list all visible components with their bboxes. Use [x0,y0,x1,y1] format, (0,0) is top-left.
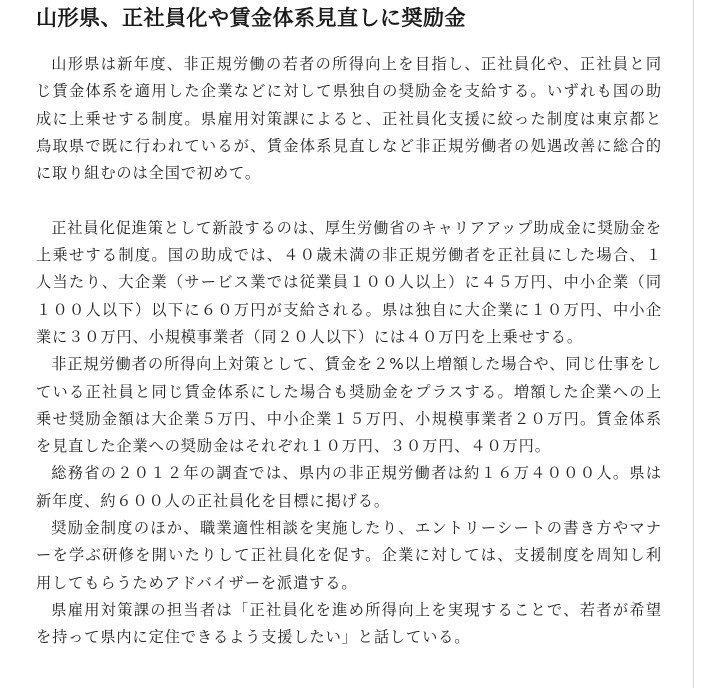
article-headline: 山形県、正社員化や賃金体系見直しに奨励金 [36,6,466,30]
article-paragraph: 正社員化促進策として新設するのは、厚生労働省のキャリアアップ助成金に奨励金を上乗せする制度。国の助成では、４０歳未満の非正規労働者を正社員にした場合、１人当たり、大企業（サービス業では従業員１００人以上）に４５万円、中小企業（同１００人以下）以下に６０万円が支給される。県は独自に大企業に１０万円、中小企業に３０万円、小規模事業者（同２０人以下）には４０万円を上乗せする。 [36,218,662,346]
article-paragraph: 非正規労働者の所得向上対策として、賃金を２%以上増額した場合や、同じ仕事をしている正社員と同じ賃金体系にした場合も奨励金をプラスする。増額した企業への上乗せ奨励金額は大企業５万円、中小企業１５万円、小規模事業者２０万円。賃金体系を見直した企業への奨励金はそれぞれ１０万円、３０万円、４０万円。 [36,355,662,456]
article-paragraph: 県雇用対策課の担当者は「正社員化を進め所得向上を実現することで、若者が希望を持って県内に定住できるよう支援したい」と話している。 [36,600,662,647]
article-paragraph: 総務省の２０１２年の調査では、県内の非正規労働者は約１６万４０００人。県は新年度、約６００人の正社員化を目標に掲げる。 [36,464,662,510]
article-paragraph: 奨励金制度のほか、職業適性相談を実施したり、エントリーシートの書き方やマナーを学ぶ研修を開いたりして正社員化を促す。企業に対しては、支援制度を周知し利用してもらうためアドバイザーを派遣する。 [36,519,662,592]
article-paragraph: 山形県は新年度、非正規労働の若者の所得向上を目指し、正社員化や、正社員と同じ賃金体系を適用した企業などに対して県独自の奨励金を支給する。いずれも国の助成に上乗せする制度。県雇用対策課によると、正社員化支援に絞った制度は東京都と鳥取県で既に行われているが、賃金体系見直しなど非正規労働者の処遇改善に総合的に取り組むのは全国で初めて。 [36,55,662,183]
article-body [36,51,662,652]
paragraph-gap [36,187,662,214]
